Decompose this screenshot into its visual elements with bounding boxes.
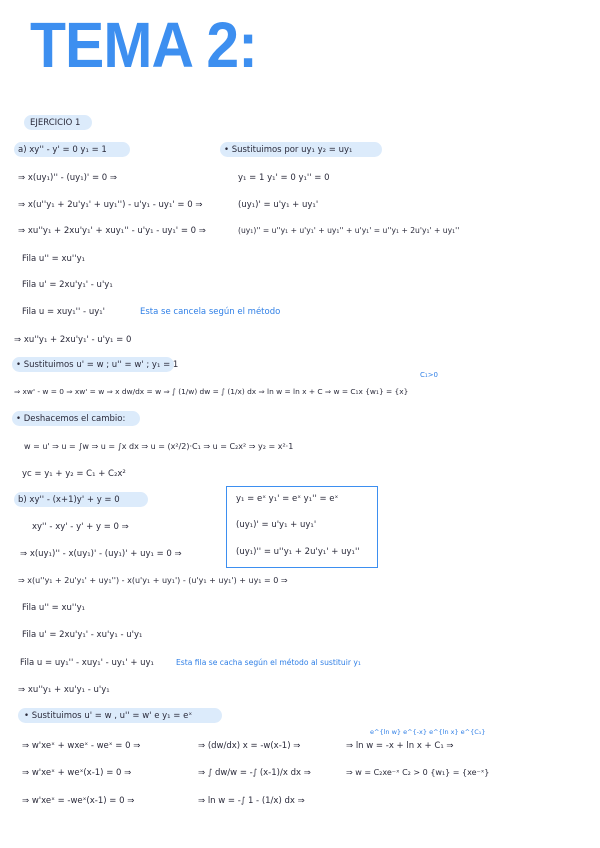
b-col2-2: ⇒ ∫ dw/w = -∫ (x-1)/x dx ⇒ (198, 768, 311, 778)
b-col1-2: ⇒ w'xeˣ + weˣ(x-1) = 0 ⇒ (22, 768, 132, 778)
a-step-1: ⇒ x(uy₁)'' - (uy₁)' = 0 ⇒ (18, 173, 118, 183)
b-step-3: ⇒ x(u''y₁ + 2u'y₁' + uy₁'') - x(u'y₁ + uy₁') - (u'y₁ + uy₁') + uy₁ = 0 ⇒ (18, 576, 288, 585)
a-right-1: y₁ = 1 y₁' = 0 y₁'' = 0 (238, 173, 330, 183)
b-fila-u1: Fila u' = 2xu'y₁' - xu'y₁ - u'y₁ (22, 630, 143, 640)
c-condition-note: C₁>0 (420, 371, 439, 379)
undo-line-2: yc = y₁ + y₂ = C₁ + C₂x² (22, 469, 126, 479)
a-fila-u0: Fila u = xuy₁'' - uy₁' (22, 307, 105, 317)
a-fila-u1: Fila u' = 2xu'y₁' - u'y₁ (22, 280, 113, 290)
b-fila-u-note: Esta fila se cacha según el método al sustituir y₁ (176, 658, 361, 667)
undo-line-1: w = u' ⇒ u = ∫w ⇒ u = ∫x dx ⇒ u = (x²/2)·C₁ ⇒ u = C₂x² ⇒ y₂ = x²·1 (24, 442, 294, 451)
exercise-label: EJERCICIO 1 (30, 118, 81, 128)
b-step-final: ⇒ xu''y₁ + xu'y₁ - u'y₁ (18, 685, 110, 695)
subst-heading: • Sustituimos por uy₁ y₂ = uy₁ (224, 145, 353, 155)
b-col3-2: ⇒ w = C₂xe⁻ˣ C₂ > 0 {w₁} = {xe⁻ˣ} (346, 768, 490, 777)
b-col3-1: ⇒ ln w = -x + ln x + C₁ ⇒ (346, 741, 454, 751)
a-right-3: (uy₁)'' = u''y₁ + u'y₁' + uy₁'' + u'y₁' = u''y₁ + 2u'y₁' + uy₁'' (238, 226, 460, 235)
b-subst-heading: • Sustituimos u' = w , u'' = w' e y₁ = eˣ (24, 711, 193, 721)
b-box-1: y₁ = eˣ y₁' = eˣ y₁'' = eˣ (236, 494, 339, 504)
b-step-1: xy'' - xy' - y' + y = 0 ⇒ (32, 522, 129, 532)
b-step-2: ⇒ x(uy₁)'' - x(uy₁)' - (uy₁)' + uy₁ = 0 ⇒ (20, 549, 182, 559)
change-heading: • Sustituimos u' = w ; u'' = w' ; y₁ = 1 (16, 360, 179, 370)
b-col1-1: ⇒ w'xeˣ + wxeˣ - weˣ = 0 ⇒ (22, 741, 141, 751)
part-a-heading: a) xy'' - y' = 0 y₁ = 1 (18, 145, 107, 155)
a-right-2: (uy₁)' = u'y₁ + uy₁' (238, 200, 319, 210)
a-step-2: ⇒ x(u''y₁ + 2u'y₁' + uy₁'') - u'y₁ - uy₁' = 0 ⇒ (18, 200, 203, 210)
a-fila-u-note: Esta se cancela según el método (140, 307, 281, 317)
a-fila-u2: Fila u'' = xu''y₁ (22, 254, 86, 264)
b-superscript-note: e^{ln w} e^{-x} e^{ln x} e^{C₁} (370, 728, 486, 736)
b-col2-1: ⇒ (dw/dx) x = -w(x-1) ⇒ (198, 741, 301, 751)
b-col2-3: ⇒ ln w = -∫ 1 - (1/x) dx ⇒ (198, 796, 305, 806)
b-box-3: (uy₁)'' = u''y₁ + 2u'y₁' + uy₁'' (236, 547, 360, 557)
undo-heading: • Deshacemos el cambio: (16, 414, 126, 424)
a-step-final: ⇒ xu''y₁ + 2xu'y₁' - u'y₁ = 0 (14, 335, 132, 345)
part-b-heading: b) xy'' - (x+1)y' + y = 0 (18, 495, 120, 505)
page-title: TEMA 2: (30, 9, 257, 81)
a-step-3: ⇒ xu''y₁ + 2xu'y₁' + xuy₁'' - u'y₁ - uy₁' = 0 ⇒ (18, 226, 206, 236)
b-fila-u2: Fila u'' = xu''y₁ (22, 603, 86, 613)
b-box-2: (uy₁)' = u'y₁ + uy₁' (236, 520, 317, 530)
b-col1-3: ⇒ w'xeˣ = -weˣ(x-1) = 0 ⇒ (22, 796, 135, 806)
change-line: ⇒ xw' - w = 0 ⇒ xw' = w ⇒ x dw/dx = w ⇒ ∫ (1/w) dw = ∫ (1/x) dx ⇒ ln w = ln x + C ⇒ w = C₁x {w₁} = {x} (14, 387, 409, 396)
b-fila-u0: Fila u = uy₁'' - xuy₁' - uy₁' + uy₁ (20, 658, 154, 668)
